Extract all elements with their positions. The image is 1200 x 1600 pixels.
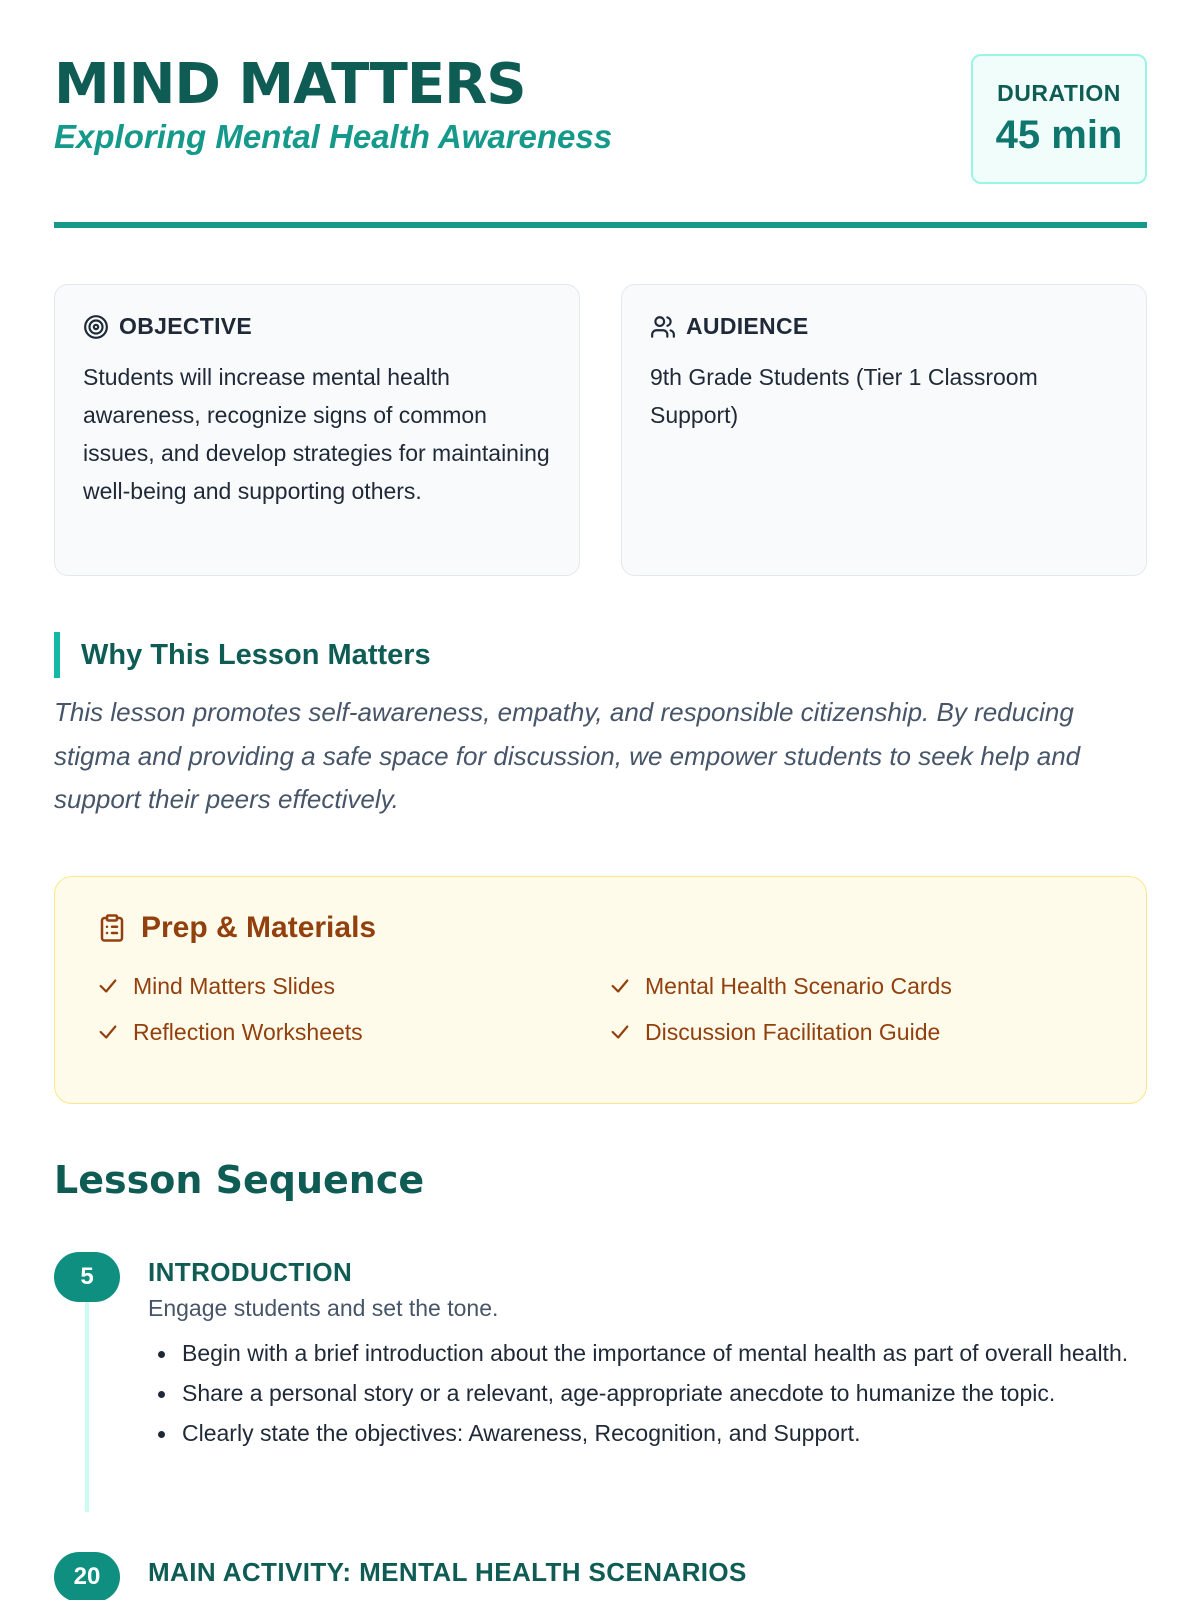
- lesson-title: MIND MATTERS: [54, 52, 526, 117]
- prep-item: [97, 971, 609, 1001]
- list-item: Begin with a brief introduction about the importance of mental health as part of overall health.: [148, 1336, 1148, 1370]
- prep-item: [609, 1017, 1089, 1047]
- prep-item-label: Mind Matters Slides: [133, 972, 335, 999]
- prep-materials-box: [54, 876, 1147, 1104]
- prep-title: Prep & Materials: [141, 911, 377, 944]
- check-icon: [609, 975, 631, 997]
- objective-title: OBJECTIVE: [119, 313, 253, 339]
- clipboard-icon: [97, 912, 127, 944]
- prep-item: [97, 1017, 609, 1047]
- step-title: INTRODUCTION: [148, 1257, 353, 1287]
- duration-value: 45 min: [995, 113, 1123, 157]
- header-divider: [54, 222, 1147, 228]
- sequence-step: [54, 1552, 1147, 1600]
- list-item: Clearly state the objectives: Awareness, Recognition, and Support.: [148, 1416, 1148, 1450]
- lesson-subtitle: Exploring Mental Health Awareness: [54, 118, 613, 155]
- step-minutes-badge: 20: [54, 1552, 120, 1600]
- prep-item-label: Reflection Worksheets: [133, 1018, 363, 1045]
- step-timeline-line: [85, 1302, 89, 1512]
- why-text: This lesson promotes self-awareness, empathy, and responsible citizenship. By reducing stigma and providing a safe space for discussion, we empower students to seek help and support their peers effectively.: [54, 697, 1081, 814]
- step-title: MAIN ACTIVITY: MENTAL HEALTH SCENARIOS: [148, 1557, 747, 1587]
- sequence-step: [54, 1252, 1147, 1512]
- prep-item-label: Discussion Facilitation Guide: [645, 1018, 941, 1045]
- lesson-header: [54, 52, 1147, 192]
- check-icon: [97, 1021, 119, 1043]
- duration-badge: [971, 54, 1147, 184]
- objective-card: [54, 284, 580, 576]
- audience-title: AUDIENCE: [686, 313, 809, 339]
- sequence-title: Lesson Sequence: [54, 1158, 425, 1202]
- objective-text: Students will increase mental health awareness, recognize signs of common issues, and develop strategies for maintaining well-being and supporting others.: [83, 364, 550, 504]
- prep-list: [97, 971, 1104, 1047]
- duration-label: DURATION: [997, 80, 1121, 106]
- audience-card: [621, 284, 1147, 576]
- list-item: Share a personal story or a relevant, age-appropriate anecdote to humanize the topic.: [148, 1376, 1148, 1410]
- step-minutes-badge: 5: [54, 1252, 120, 1302]
- target-icon: [83, 314, 109, 340]
- prep-item-label: Mental Health Scenario Cards: [645, 972, 952, 999]
- why-heading: [54, 632, 431, 678]
- prep-item: [609, 971, 1089, 1001]
- why-title: Why This Lesson Matters: [81, 639, 431, 671]
- check-icon: [609, 1021, 631, 1043]
- step-subtitle: Engage students and set the tone.: [148, 1295, 499, 1321]
- audience-text: 9th Grade Students (Tier 1 Classroom Support): [650, 364, 1038, 428]
- step-bullets: [148, 1336, 1148, 1450]
- check-icon: [97, 975, 119, 997]
- users-icon: [650, 314, 676, 340]
